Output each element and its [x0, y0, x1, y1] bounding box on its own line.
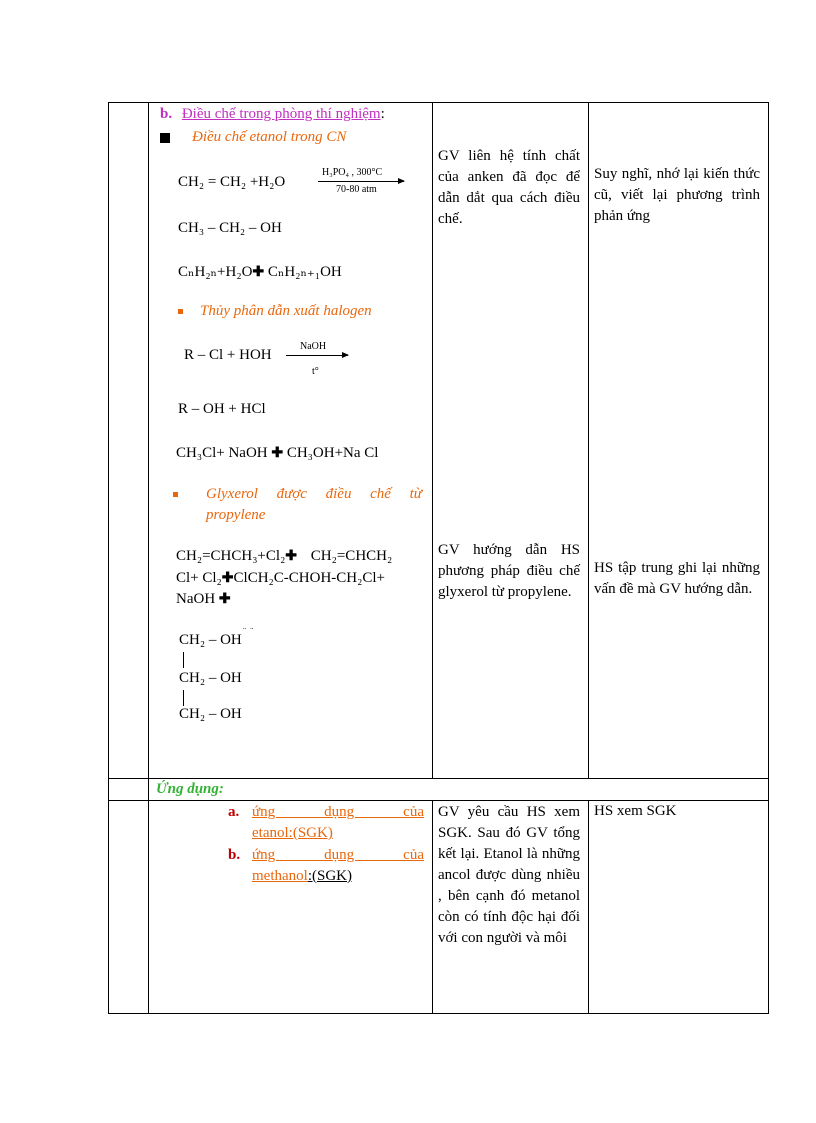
- item-a-text: [252, 804, 424, 821]
- equation-methyl-rhs: CH₃OH+Na Cl: [286, 445, 379, 461]
- section-c-heading: Ứng dụng:: [156, 781, 224, 797]
- item-a-text-line2: etanol:(SGK): [252, 825, 333, 841]
- eq5-line2-rhs: ClCH₂C-CHOH-CH₂Cl+: [233, 570, 385, 586]
- item-b-text: [252, 847, 424, 864]
- plus-arrow-icon: ✚: [252, 265, 265, 280]
- table-border-bottom: [108, 1013, 769, 1014]
- table-border-left: [108, 102, 109, 1014]
- plus-arrow-icon: ✚: [218, 592, 231, 607]
- table-column-divider: [148, 102, 149, 1014]
- equation-general-alkene: [178, 264, 342, 281]
- lone-pair-dots-icon: ¨ ¨: [243, 626, 255, 636]
- equation-condition-bottom: t°: [312, 366, 319, 377]
- student-activity-2: HS tập trung ghi lại những vấn đề mà GV hướng dẫn.: [594, 560, 760, 597]
- sub-heading-halogen: Thủy phân dẫn xuất halogen: [200, 303, 372, 319]
- item-b-label: ứng dụng của: [252, 847, 424, 863]
- item-a-marker: a.: [228, 804, 240, 820]
- item-a-label: ứng dụng của: [252, 804, 424, 820]
- table-row-divider: [108, 800, 769, 801]
- equation-halide-hydrolysis: R – Cl + HOH: [184, 347, 272, 363]
- item-b-sgk: :(SGK): [307, 868, 352, 884]
- equation-general-rhs: CₙH₂ₙ₊₁OH: [267, 264, 342, 280]
- item-b-marker: b.: [228, 847, 241, 863]
- teacher-activity-1: GV liên hệ tính chất của anken đã đọc để dẫn dắt qua cách điều chế.: [438, 148, 580, 227]
- section-b-marker: b.: [160, 106, 173, 122]
- table-border-top: [108, 102, 769, 103]
- table-row-divider: [108, 778, 769, 779]
- equation-condition-top: H₃PO₄ , 300°C: [322, 167, 383, 178]
- table-border-right: [768, 102, 769, 1014]
- equation-general-lhs: CₙH₂ₙ+H₂O: [178, 264, 253, 280]
- sub-heading-etanol-cn: Điều chế etanol trong CN: [192, 129, 347, 145]
- bullet-square-icon: [160, 133, 170, 143]
- eq5-line2-lhs: Cl+ Cl₂: [176, 570, 222, 586]
- section-b-colon: :: [380, 106, 385, 122]
- eq5-line1-rhs: CH₂=CHCH₂: [310, 548, 393, 564]
- glycerol-structure-line3: CH₂ – OH: [179, 706, 242, 722]
- equation-ethylene-hydration: CH₂ = CH₂ +H₂O: [178, 174, 286, 190]
- plus-arrow-icon: ✚: [271, 446, 284, 461]
- table-column-divider: [432, 102, 433, 778]
- bond-line: [183, 690, 184, 706]
- equation-propylene-line2: [176, 570, 385, 587]
- item-b-text-line2: [252, 868, 352, 885]
- eq5-line3: NaOH: [176, 591, 216, 607]
- plus-arrow-icon: ✚: [285, 549, 298, 564]
- bullet-square-icon: [173, 492, 178, 497]
- table-column-divider: [432, 800, 433, 1013]
- eq5-line1-lhs: CH₂=CHCH₃+Cl₂: [176, 548, 286, 564]
- item-b-methanol: methanol: [252, 868, 308, 884]
- section-b-title: Điều chế trong phòng thí nghiệm: [181, 106, 381, 122]
- teacher-activity-3: GV yêu cầu HS xem SGK. Sau đó GV tổng kết lại. Etanol là những ancol được dùng nhiều , bên cạnh đó metanol còn có tính độc hại đối với con người và môi: [438, 804, 580, 946]
- reaction-arrow-icon: [286, 355, 348, 356]
- student-activity-3: HS xem SGK: [594, 803, 677, 819]
- table-column-divider: [588, 800, 589, 1013]
- plus-arrow-icon: ✚: [221, 571, 234, 586]
- equation-condition-bottom: 70-80 atm: [336, 184, 377, 195]
- equation-propylene-line1: [176, 548, 392, 565]
- equation-methyl-lhs: CH₃Cl+ NaOH: [176, 445, 268, 461]
- glycerol-structure-line2: CH₂ – OH: [179, 670, 242, 686]
- bond-line: [183, 652, 184, 668]
- equation-ethanol-product: CH₃ – CH₂ – OH: [178, 220, 282, 236]
- equation-halide-product: R – OH + HCl: [178, 401, 266, 417]
- equation-condition-top: NaOH: [300, 341, 327, 352]
- reaction-arrow-icon: [318, 181, 404, 182]
- teacher-activity-2: GV hướng dẫn HS phương pháp điều chế glyxerol từ propylene.: [438, 542, 580, 600]
- student-activity-1: Suy nghĩ, nhớ lại kiến thức cũ, viết lại phương trình phản ứng: [594, 166, 760, 224]
- glycerol-structure-line1: CH₂ – OH: [179, 632, 242, 648]
- equation-propylene-line3: [176, 591, 231, 608]
- table-column-divider: [588, 102, 589, 778]
- section-b-heading: [160, 106, 385, 123]
- sub-heading-glyxerol: Glyxerol được điều chế từ propylene: [206, 486, 422, 523]
- equation-methyl-chloride: [176, 445, 378, 462]
- bullet-square-icon: [178, 309, 183, 314]
